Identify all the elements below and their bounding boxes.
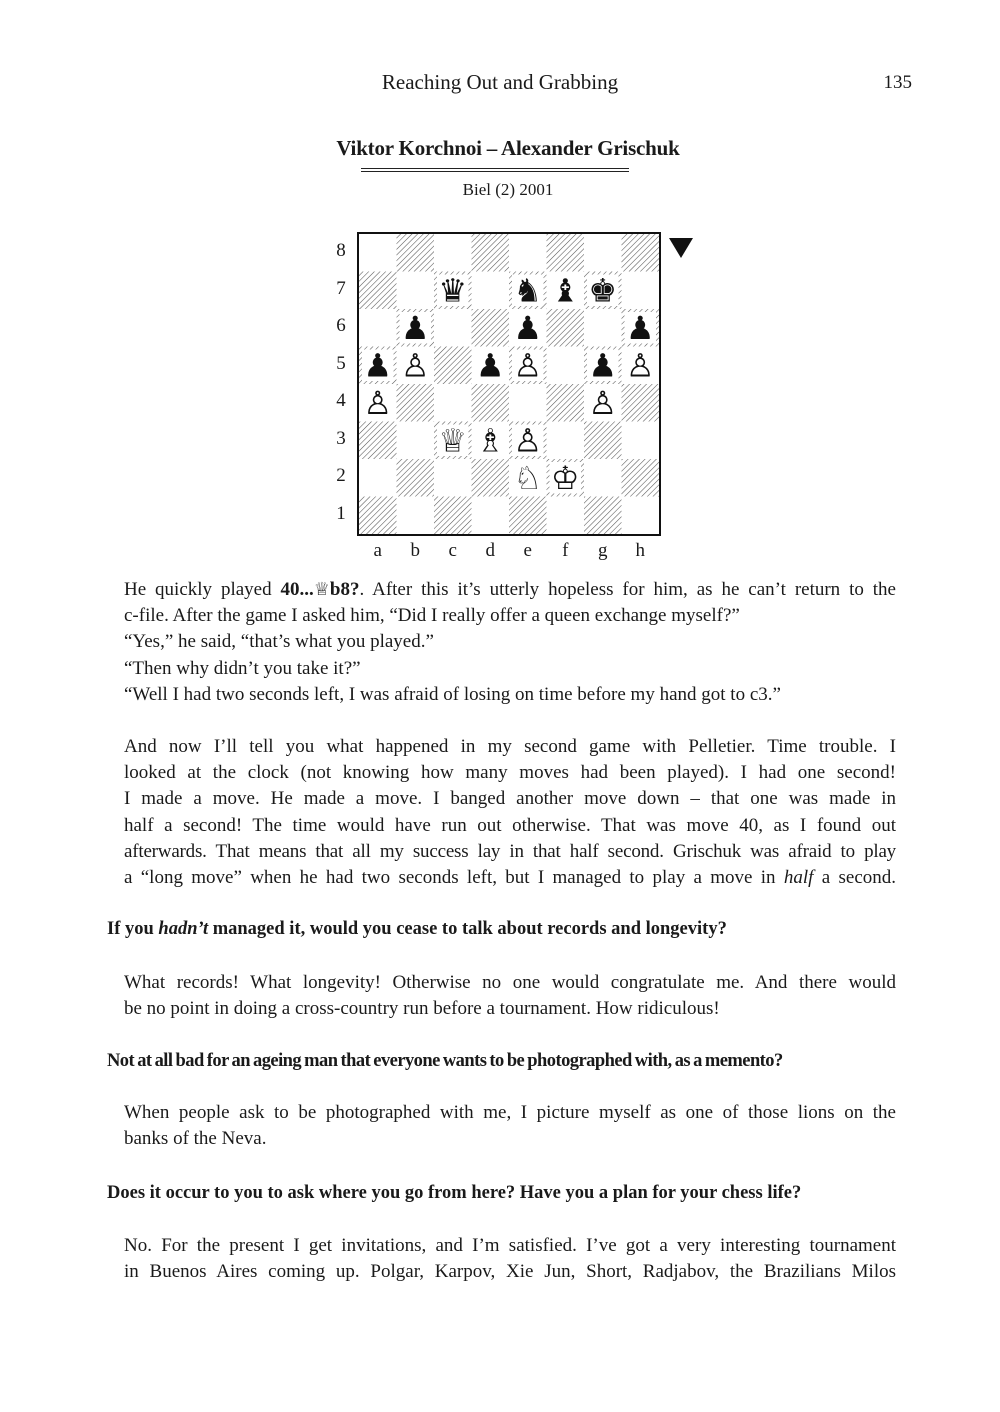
text-run: . After this it’s utterly hopeless for him, as he can’t return to the <box>359 579 896 600</box>
square-h8 <box>622 234 660 272</box>
rank-label: 7 <box>336 277 346 299</box>
black-pawn-icon: ♟ <box>400 308 430 347</box>
white-pawn-icon: ♙ <box>625 346 655 385</box>
chess-board <box>357 232 661 536</box>
white-king-icon: ♔ <box>550 458 580 497</box>
file-label: f <box>562 540 569 561</box>
white-knight-icon: ♘ <box>513 458 543 497</box>
file-label: d <box>485 540 495 561</box>
rank-label: 6 <box>336 315 346 336</box>
text-line: afterwards. That means that all my success lay in that half second. Grischuk was afraid to play <box>124 840 896 862</box>
interview-question-2: Not at all bad for an ageing man that everyone wants to be photographed with, as a memento? <box>107 1051 783 1071</box>
white-pawn-icon: ♙ <box>513 346 543 385</box>
paragraph-1-line-2: c-file. After the game I asked him, “Did I really offer a queen exchange myself?” <box>124 605 740 627</box>
square-d8 <box>472 234 510 272</box>
square-f1 <box>547 497 585 535</box>
rank-label: 8 <box>336 240 346 261</box>
square-d6 <box>472 309 510 347</box>
square-c4 <box>434 384 472 422</box>
dialogue-line-2: “Then why didn’t you take it?” <box>124 657 361 679</box>
square-e4 <box>509 384 547 422</box>
square-f8 <box>547 234 585 272</box>
white-pawn-icon: ♙ <box>400 346 430 385</box>
black-pawn-icon: ♟ <box>363 346 393 385</box>
white-pawn-icon: ♙ <box>363 383 393 422</box>
square-h1 <box>622 497 660 535</box>
square-c6 <box>434 309 472 347</box>
text-line: banks of the Neva. <box>124 1128 267 1150</box>
square-f3 <box>547 422 585 460</box>
file-label: b <box>410 540 420 561</box>
text-line: And now I’ll tell you what happened in my second game with Pelletier. Time trouble. I <box>124 736 896 757</box>
square-a1 <box>359 497 397 535</box>
white-bishop-icon: ♗ <box>475 421 505 460</box>
running-head: Reaching Out and Grabbing <box>381 70 619 94</box>
black-to-move-triangle-icon <box>669 238 693 258</box>
page-number: 135 <box>883 72 912 93</box>
interview-question-3: Does it occur to you to ask where you go from here? Have you a plan for your chess life? <box>107 1183 802 1203</box>
dialogue-line-1: “Yes,” he said, “that’s what you played.” <box>124 631 434 653</box>
paragraph-1-line-1 <box>124 577 896 603</box>
square-b7 <box>397 272 435 310</box>
square-g3 <box>584 422 622 460</box>
square-h4 <box>622 384 660 422</box>
text-run: a second. <box>813 867 896 889</box>
square-a8 <box>359 234 397 272</box>
file-label: g <box>598 540 608 561</box>
black-pawn-icon: ♟ <box>475 346 505 385</box>
square-f5 <box>547 347 585 385</box>
square-g1 <box>584 497 622 535</box>
text-line: What records! What longevity! Otherwise no one would congratulate me. And there would <box>124 972 896 993</box>
square-c2 <box>434 459 472 497</box>
emphasis: half <box>783 867 814 889</box>
black-queen-icon: ♛ <box>438 271 468 310</box>
square-b2 <box>397 459 435 497</box>
square-h2 <box>622 459 660 497</box>
text-line: half a second! The time would have run out otherwise. That was move 40, as I found out <box>124 814 896 836</box>
rank-label: 1 <box>336 502 346 524</box>
interview-question-1 <box>107 916 913 942</box>
square-e8 <box>509 234 547 272</box>
square-f4 <box>547 384 585 422</box>
square-d2 <box>472 459 510 497</box>
text-line: No. For the present I get invitations, and I’m satisfied. I’ve got a very interesting tournament <box>124 1235 896 1256</box>
square-b8 <box>397 234 435 272</box>
text-line <box>124 865 896 891</box>
answer-3 <box>124 1233 896 1285</box>
file-label: c <box>448 540 457 561</box>
square-b3 <box>397 422 435 460</box>
white-pawn-icon: ♙ <box>513 421 543 460</box>
file-label: h <box>635 540 645 561</box>
square-g2 <box>584 459 622 497</box>
square-b4 <box>397 384 435 422</box>
text-line: be no point in doing a cross-country run before a tournament. How ridiculous! <box>124 998 720 1020</box>
queen-figurine-icon: ♕ <box>313 579 330 600</box>
paragraph-1 <box>124 577 896 708</box>
square-e1 <box>509 497 547 535</box>
rank-label: 5 <box>336 352 346 374</box>
move-number: 40... <box>280 579 314 600</box>
square-c5 <box>434 347 472 385</box>
game-event: Biel (2) 2001 <box>462 180 554 199</box>
move-san: b8? <box>329 579 360 600</box>
square-d7 <box>472 272 510 310</box>
text-run: He quickly played <box>124 579 281 600</box>
black-pawn-icon: ♟ <box>513 308 543 347</box>
white-queen-icon: ♕ <box>438 421 468 460</box>
square-a6 <box>359 309 397 347</box>
square-a7 <box>359 272 397 310</box>
rank-label: 2 <box>336 465 346 486</box>
square-a2 <box>359 459 397 497</box>
black-bishop-icon: ♝ <box>550 271 580 310</box>
square-c8 <box>434 234 472 272</box>
title-double-rule <box>361 168 629 172</box>
rank-label: 4 <box>336 390 346 411</box>
emphasis: hadn’t <box>158 919 209 939</box>
rank-label: 3 <box>336 427 346 449</box>
square-a3 <box>359 422 397 460</box>
text-line: in Buenos Aires coming up. Polgar, Karpov, Xie Jun, Short, Radjabov, the Brazilians Milos <box>124 1261 896 1283</box>
text-run: a “long move” when he had two seconds left, but I managed to play a move in <box>124 867 784 889</box>
answer-1 <box>124 970 896 1022</box>
square-f6 <box>547 309 585 347</box>
chess-diagram <box>325 230 715 570</box>
square-h7 <box>622 272 660 310</box>
square-b1 <box>397 497 435 535</box>
black-pawn-icon: ♟ <box>625 308 655 347</box>
black-king-icon: ♚ <box>588 271 618 310</box>
dialogue-line-3: “Well I had two seconds left, I was afraid of losing on time before my hand got to c3.” <box>124 683 781 705</box>
square-c1 <box>434 497 472 535</box>
text-line: I made a move. He made a move. I banged another move down – that one was made in <box>124 788 896 810</box>
game-title: Viktor Korchnoi – Alexander Grischuk <box>336 136 680 160</box>
text-run: If you <box>107 919 159 939</box>
text-run: managed it, would you cease to talk about records and longevity? <box>208 919 727 939</box>
white-pawn-icon: ♙ <box>588 383 618 422</box>
answer-2 <box>124 1100 896 1152</box>
square-d4 <box>472 384 510 422</box>
black-knight-icon: ♞ <box>513 271 543 310</box>
square-g6 <box>584 309 622 347</box>
black-pawn-icon: ♟ <box>588 346 618 385</box>
text-line: looked at the clock (not knowing how many moves had been played). I had one second! <box>124 762 896 784</box>
square-d1 <box>472 497 510 535</box>
square-h3 <box>622 422 660 460</box>
text-line: When people ask to be photographed with me, I picture myself as one of those lions on the <box>124 1102 896 1123</box>
paragraph-2 <box>124 734 896 891</box>
file-label: a <box>373 540 382 561</box>
square-g8 <box>584 234 622 272</box>
file-label: e <box>523 540 532 561</box>
